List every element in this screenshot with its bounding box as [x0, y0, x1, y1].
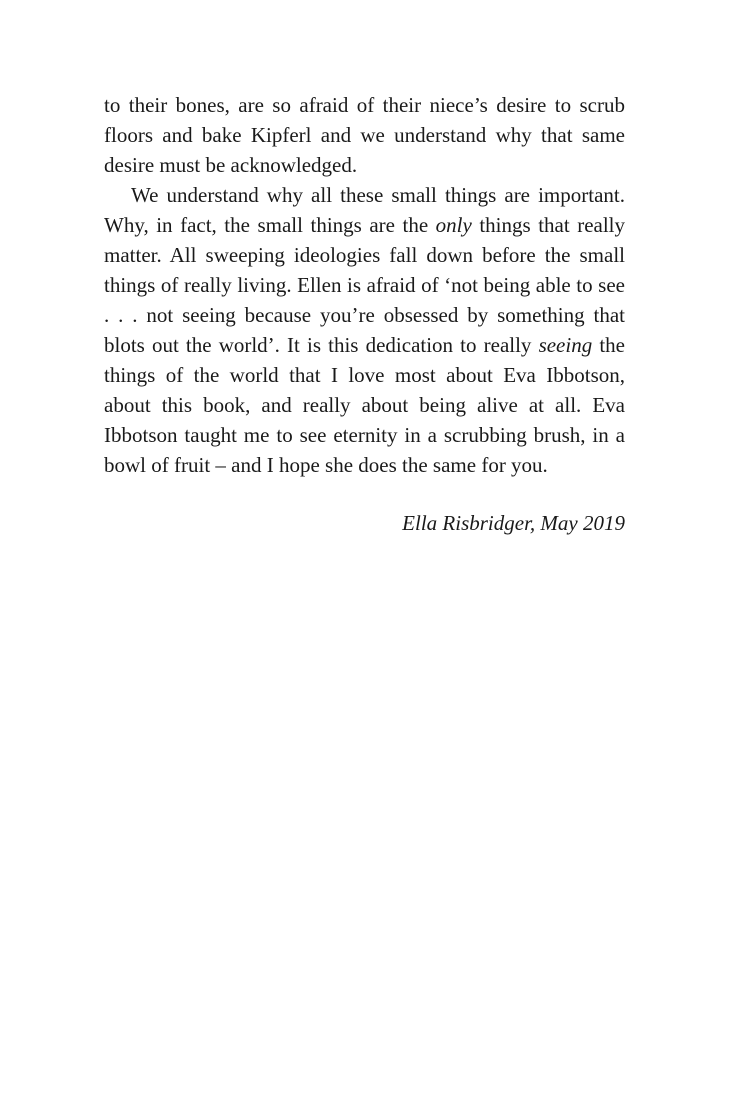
paragraph-main	[104, 180, 625, 480]
emphasis-seeing: seeing	[538, 333, 593, 357]
paragraph-continuation	[104, 90, 625, 180]
body-text	[104, 90, 625, 538]
paragraph-2-part-1: We understand why all these small things are important. Why, in fact, the small things are the	[104, 183, 625, 237]
paragraph-2-part-2: things that really matter. All sweeping ideologies fall down before the small things of really living. Ellen is afraid of ‘not being able to see . . . not seeing because you’re obsessed by something that blots out the world’. It is this dedication to really	[104, 213, 626, 357]
paragraph-2-part-3: the things of the world that I love most about Eva Ibbotson, about this book, and really about being alive at all. Eva Ibbotson taught me to see eternity in a scrubbing brush, in a bowl of fruit – and I hope she does the same for you.	[104, 333, 625, 477]
emphasis-only: only	[435, 213, 472, 237]
author-signature: Ella Risbridger, May 2019	[402, 511, 625, 535]
paragraph-1-text: to their bones, are so afraid of their niece’s desire to scrub floors and bake Kipferl and we understand why that same desire must be acknowledged.	[104, 93, 625, 177]
